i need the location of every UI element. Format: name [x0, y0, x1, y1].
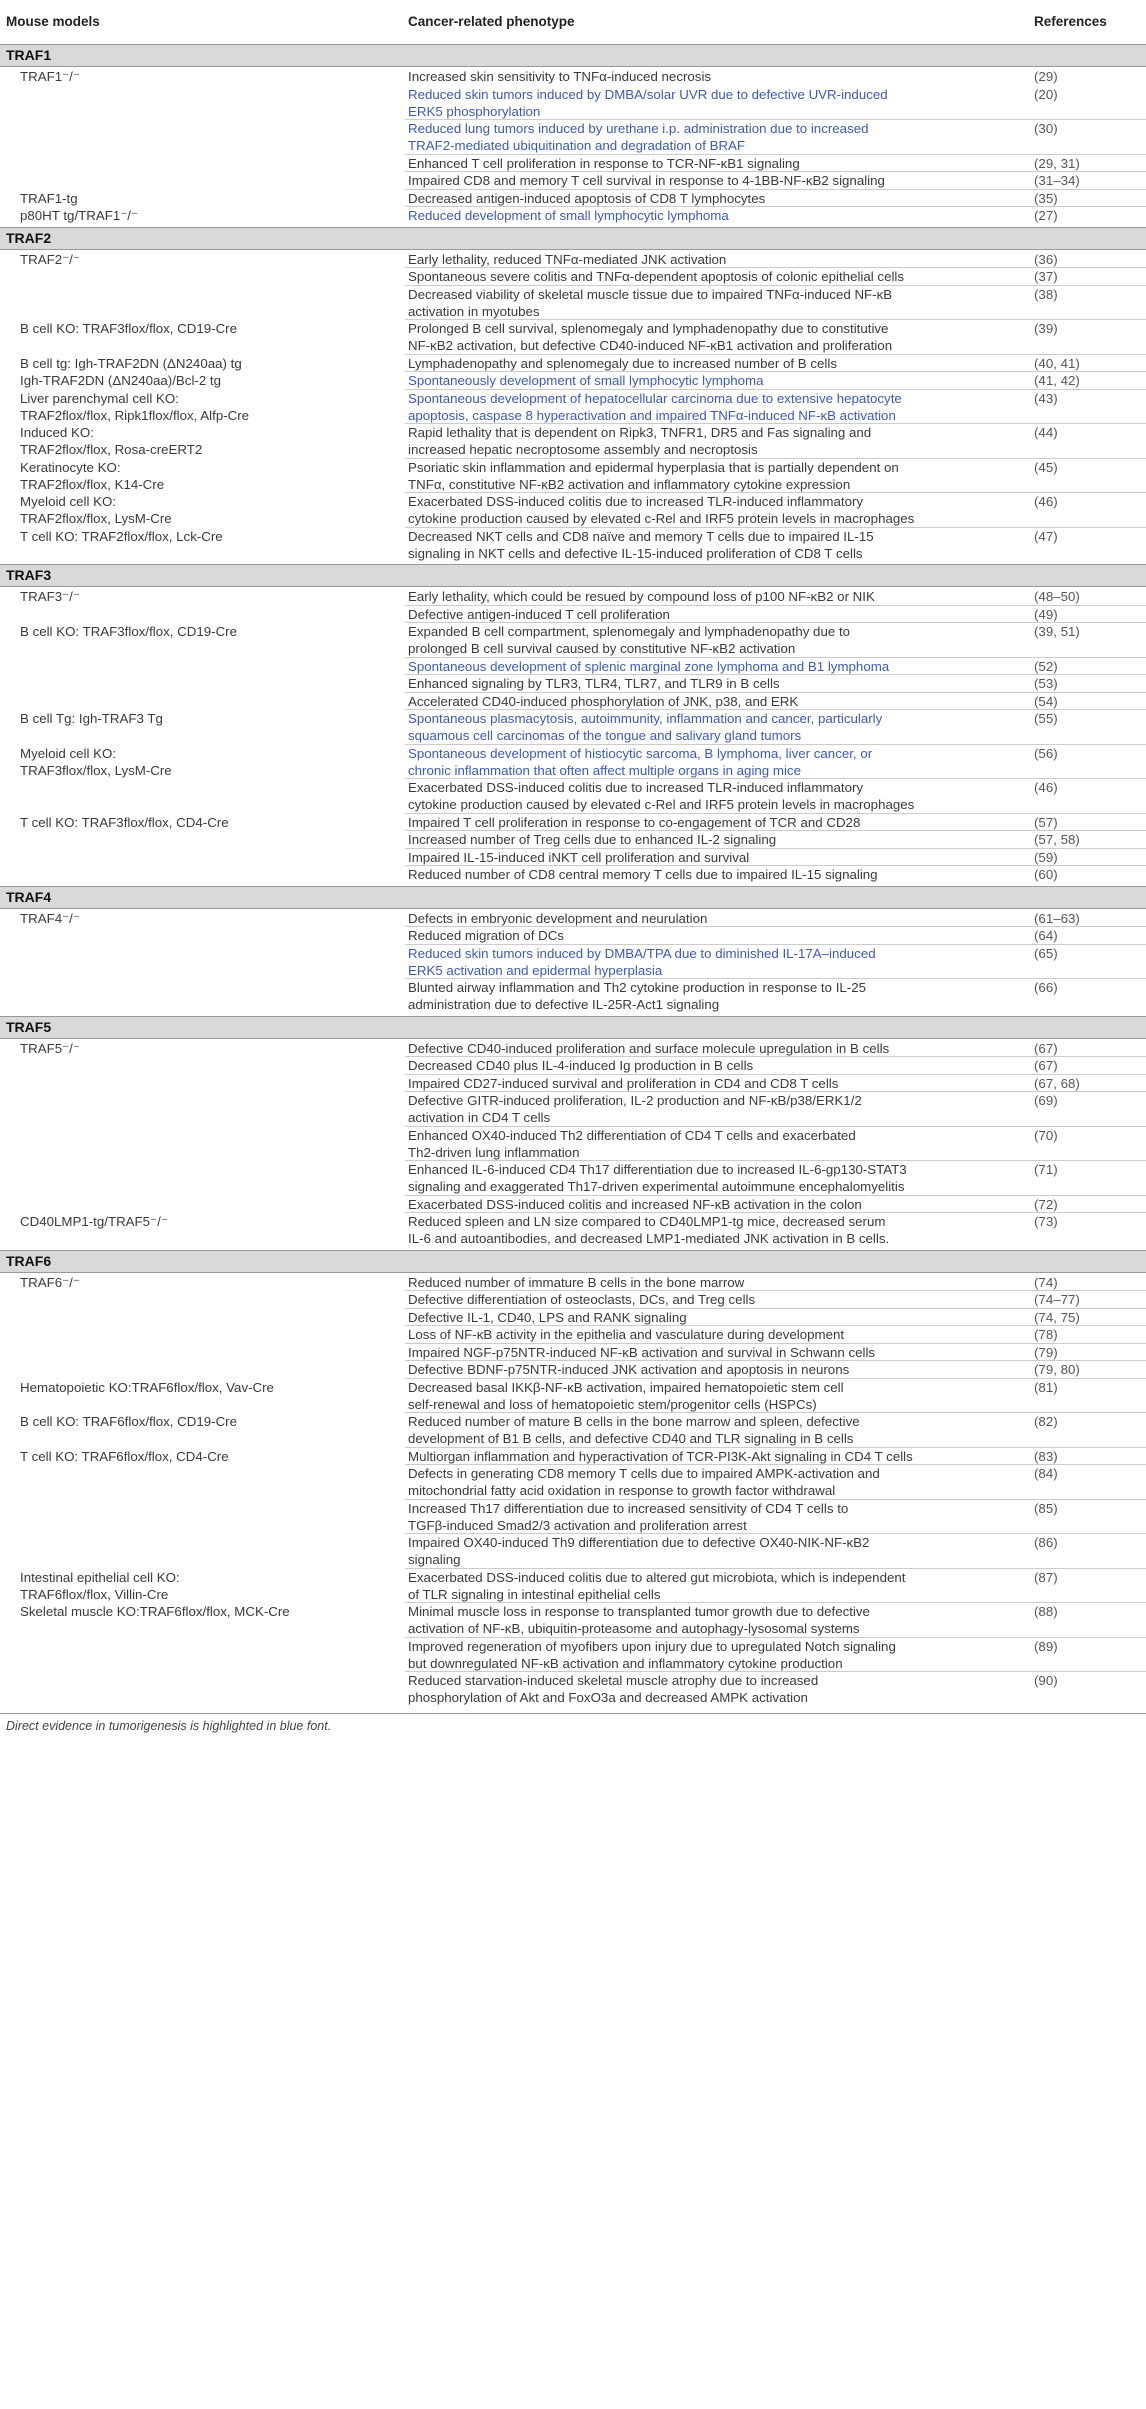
phenotype-line: Impaired CD27-induced survival and proliferation in CD4 and CD8 T cells	[408, 1075, 839, 1091]
reference: (31–34)	[1034, 173, 1080, 188]
phenotype-line: ERK5 phosphorylation	[408, 103, 541, 119]
reference: (57, 58)	[1034, 832, 1080, 847]
group-header-traf2	[0, 227, 1146, 250]
reference: (54)	[1034, 693, 1058, 709]
reference: (57)	[1034, 814, 1058, 830]
reference: (53)	[1034, 676, 1058, 691]
mouse-model: TRAF5⁻/⁻	[20, 1040, 80, 1056]
reference: (86)	[1034, 1535, 1058, 1550]
phenotype-line: signaling	[408, 1552, 461, 1567]
phenotype-line: Th2-driven lung inflammation	[408, 1144, 580, 1160]
phenotype-line: but downregulated NF-κB activation and inflammatory cytokine production	[408, 1655, 843, 1671]
reference: (89)	[1034, 1638, 1058, 1654]
phenotype-line: Early lethality, which could be resued by compound loss of p100 NF-κB2 or NIK	[408, 589, 875, 604]
phenotype-line: Improved regeneration of myofibers upon injury due to upregulated Notch signaling	[408, 1638, 896, 1654]
phenotype-line: activation in myotubes	[408, 303, 540, 319]
mouse-model: TRAF6⁻/⁻	[20, 1274, 80, 1290]
reference: (36)	[1034, 251, 1058, 267]
phenotype-line: Increased Th17 differentiation due to increased sensitivity of CD4 T cells to	[408, 1500, 849, 1516]
mouse-model: T cell KO: TRAF6flox/flox, CD4-Cre	[20, 1448, 229, 1464]
reference: (60)	[1034, 867, 1058, 882]
phenotype-line: administration due to defective IL-25R-Act1 signaling	[408, 997, 720, 1012]
reference: (55)	[1034, 711, 1058, 726]
phenotype-line: Spontaneous severe colitis and TNFα-dependent apoptosis of colonic epithelial cells	[408, 269, 905, 284]
group-label: TRAF4	[6, 888, 52, 905]
phenotype-line: self-renewal and loss of hematopoietic stem/progenitor cells (HSPCs)	[408, 1396, 817, 1412]
phenotype-line: Spontaneous development of splenic marginal zone lymphoma and B1 lymphoma	[408, 658, 890, 674]
phenotype-line: development of B1 B cells, and defective CD40 and TLR signaling in B cells	[408, 1431, 854, 1446]
reference: (40, 41)	[1034, 355, 1080, 371]
reference: (43)	[1034, 390, 1058, 406]
reference: (90)	[1034, 1673, 1058, 1688]
phenotype-line: Enhanced IL-6-induced CD4 Th17 differentiation due to increased IL-6-gp130-STAT3	[408, 1162, 907, 1177]
reference: (82)	[1034, 1414, 1058, 1429]
reference: (67)	[1034, 1040, 1058, 1056]
phenotype-line: increased hepatic necroptosome assembly and necroptosis	[408, 442, 758, 457]
reference: (47)	[1034, 528, 1058, 544]
phenotype-line: Decreased antigen-induced apoptosis of CD8 T lymphocytes	[408, 190, 766, 206]
phenotype-line: Minimal muscle loss in response to transplanted tumor growth due to defective	[408, 1604, 870, 1619]
reference: (52)	[1034, 658, 1058, 674]
phenotype-line: Reduced skin tumors induced by DMBA/solar UVR due to defective UVR-induced	[408, 86, 888, 102]
phenotype-line: Spontaneous development of hepatocellular carcinoma due to extensive hepatocyte	[408, 390, 902, 406]
phenotype-line: Reduced number of immature B cells in the bone marrow	[408, 1274, 745, 1290]
mouse-model: B cell KO: TRAF3flox/flox, CD19-Cre	[20, 624, 237, 639]
header-mouse-models: Mouse models	[6, 14, 100, 29]
phenotype-line: squamous cell carcinomas of the tongue and salivary gland tumors	[408, 728, 802, 743]
group-label: TRAF2	[6, 229, 52, 246]
reference: (41, 42)	[1034, 373, 1080, 388]
group-label: TRAF3	[6, 567, 52, 583]
phenotype-line: TGFβ-induced Smad2/3 activation and proliferation arrest	[408, 1517, 747, 1533]
group-label: TRAF6	[6, 1252, 52, 1269]
phenotype-line: Spontaneous development of histiocytic sarcoma, B lymphoma, liver cancer, or	[408, 745, 873, 761]
reference: (44)	[1034, 425, 1058, 440]
mouse-model: Keratinocyte KO: TRAF2flox/flox, K14-Cre	[20, 459, 165, 492]
mouse-model: TRAF4⁻/⁻	[20, 910, 80, 926]
reference: (79)	[1034, 1344, 1058, 1360]
phenotype-line: Loss of NF-κB activity in the epithelia and vasculature during development	[408, 1327, 845, 1342]
reference: (66)	[1034, 980, 1058, 995]
reference: (73)	[1034, 1214, 1058, 1229]
phenotype-line: Spontaneous plasmacytosis, autoimmunity, inflammation and cancer, particularly	[408, 711, 883, 726]
phenotype-line: IL-6 and autoantibodies, and decreased LMP1-mediated JNK activation in B cells.	[408, 1231, 890, 1246]
phenotype-line: NF-κB2 activation, but defective CD40-induced NF-κB1 activation and proliferation	[408, 338, 893, 353]
phenotype-line: Enhanced T cell proliferation in response to TCR-NF-κB1 signaling	[408, 155, 800, 171]
mouse-model: B cell Tg: Igh-TRAF3 Tg	[20, 711, 163, 726]
phenotype-line: mitochondrial fatty acid oxidation in response to growth factor withdrawal	[408, 1483, 836, 1498]
reference: (71)	[1034, 1162, 1058, 1177]
reference: (74–77)	[1034, 1292, 1080, 1307]
phenotype-line: chronic inflammation that often affect multiple organs in aging mice	[408, 762, 801, 778]
phenotype-line: Impaired CD8 and memory T cell survival in response to 4-1BB-NF-κB2 signaling	[408, 173, 885, 188]
phenotype-line: Defective IL-1, CD40, LPS and RANK signaling	[408, 1309, 687, 1325]
reference: (84)	[1034, 1466, 1058, 1481]
phenotype-line: Defective BDNF-p75NTR-induced JNK activation and apoptosis in neurons	[408, 1362, 850, 1377]
mouse-model: TRAF3⁻/⁻	[20, 589, 80, 604]
phenotype-line: TRAF2-mediated ubiquitination and degradation of BRAF	[408, 138, 746, 153]
phenotype-line: Decreased CD40 plus IL-4-induced Ig production in B cells	[408, 1058, 754, 1073]
reference: (83)	[1034, 1448, 1058, 1464]
reference: (37)	[1034, 269, 1058, 284]
reference: (79, 80)	[1034, 1362, 1080, 1377]
reference: (38)	[1034, 286, 1058, 302]
phenotype-line: Exacerbated DSS-induced colitis due to increased TLR-induced inflammatory	[408, 494, 864, 509]
mouse-model: Skeletal muscle KO:TRAF6flox/flox, MCK-Cre	[20, 1604, 290, 1619]
reference: (87)	[1034, 1569, 1058, 1585]
reference: (46)	[1034, 780, 1058, 795]
reference: (65)	[1034, 945, 1058, 961]
table-footnote: Direct evidence in tumorigenesis is highlighted in blue font.	[6, 1718, 332, 1733]
group-header-traf3	[0, 564, 1146, 587]
mouse-model: Myeloid cell KO: TRAF3flox/flox, LysM-Cre	[20, 745, 172, 778]
phenotype-line: Decreased viability of skeletal muscle tissue due to impaired TNFα-induced NF-κB	[408, 286, 893, 302]
phenotype-line: of TLR signaling in intestinal epithelial cells	[408, 1586, 661, 1602]
reference: (56)	[1034, 745, 1058, 761]
phenotype-line: activation in CD4 T cells	[408, 1110, 551, 1125]
phenotype-line: Reduced spleen and LN size compared to CD40LMP1-tg mice, decreased serum	[408, 1214, 886, 1229]
reference: (29, 31)	[1034, 155, 1080, 171]
mouse-model: Hematopoietic KO:TRAF6flox/flox, Vav-Cre	[20, 1379, 274, 1395]
phenotype-line: Decreased NKT cells and CD8 naïve and memory T cells due to impaired IL-15	[408, 528, 874, 544]
reference: (69)	[1034, 1093, 1058, 1108]
mouse-model: B cell KO: TRAF3flox/flox, CD19-Cre	[20, 321, 237, 336]
mouse-model: TRAF1-tg	[20, 190, 78, 206]
group-label: TRAF5	[6, 1018, 52, 1035]
reference: (48–50)	[1034, 589, 1080, 604]
mouse-model: Liver parenchymal cell KO: TRAF2flox/flox, Ripk1flox/flox, Alfp-Cre	[20, 390, 250, 423]
reference: (74)	[1034, 1274, 1058, 1290]
phenotype-line: Impaired T cell proliferation in response to co-engagement of TCR and CD28	[408, 814, 861, 830]
phenotype-line: Rapid lethality that is dependent on Ripk3, TNFR1, DR5 and Fas signaling and	[408, 425, 872, 440]
mouse-model: Induced KO: TRAF2flox/flox, Rosa-creERT2	[20, 425, 203, 457]
phenotype-line: Reduced migration of DCs	[408, 928, 564, 943]
phenotype-line: Impaired NGF-p75NTR-induced NF-κB activation and survival in Schwann cells	[408, 1344, 876, 1360]
phenotype-line: Reduced starvation-induced skeletal muscle atrophy due to increased	[408, 1673, 819, 1688]
mouse-model: T cell KO: TRAF2flox/flox, Lck-Cre	[20, 528, 223, 544]
phenotype-line: Reduced skin tumors induced by DMBA/TPA due to diminished IL-17A–induced	[408, 945, 876, 961]
reference: (59)	[1034, 849, 1058, 865]
reference: (46)	[1034, 494, 1058, 509]
phenotype-line: Lymphadenopathy and splenomegaly due to increased number of B cells	[408, 355, 837, 371]
mouse-model: TRAF1⁻/⁻	[20, 69, 80, 84]
reference: (49)	[1034, 606, 1058, 622]
reference: (39)	[1034, 321, 1058, 336]
mouse-model: B cell tg: Igh-TRAF2DN (ΔN240aa) tg	[20, 355, 242, 371]
phenotype-line: Defective CD40-induced proliferation and surface molecule upregulation in B cells	[408, 1040, 890, 1056]
phenotype-line: Exacerbated DSS-induced colitis due to increased TLR-induced inflammatory	[408, 780, 864, 795]
phenotype-line: Decreased basal IKKβ-NF-κB activation, impaired hematopoietic stem cell	[408, 1379, 844, 1395]
header-references: References	[1034, 14, 1107, 29]
phenotype-line: Expanded B cell compartment, splenomegaly and lymphadenopathy due to	[408, 624, 851, 639]
mouse-model: CD40LMP1-tg/TRAF5⁻/⁻	[20, 1214, 168, 1229]
phenotype-line: Reduced development of small lymphocytic lymphoma	[408, 208, 729, 223]
phenotype-line: Increased number of Treg cells due to enhanced IL-2 signaling	[408, 832, 777, 847]
mouse-model: TRAF2⁻/⁻	[20, 251, 80, 267]
phenotype-line: Impaired OX40-induced Th9 differentiation due to defective OX40-NIK-NF-κB2	[408, 1535, 870, 1550]
phenotype-line: Impaired IL-15-induced iNKT cell proliferation and survival	[408, 849, 750, 865]
mouse-model: Myeloid cell KO: TRAF2flox/flox, LysM-Cre	[20, 494, 172, 526]
reference: (29)	[1034, 69, 1058, 84]
reference: (70)	[1034, 1127, 1058, 1143]
phenotype-line: Increased skin sensitivity to TNFα-induced necrosis	[408, 69, 712, 84]
phenotype-line: Reduced number of mature B cells in the bone marrow and spleen, defective	[408, 1414, 860, 1429]
phenotype-line: Defects in embryonic development and neurulation	[408, 910, 708, 926]
phenotype-line: Blunted airway inflammation and Th2 cytokine production in response to IL-25	[408, 980, 867, 995]
reference: (67)	[1034, 1058, 1058, 1073]
phenotype-line: Exacerbated DSS-induced colitis due to altered gut microbiota, which is independent	[408, 1569, 906, 1585]
phenotype-line: Defective antigen-induced T cell proliferation	[408, 606, 670, 622]
reference: (85)	[1034, 1500, 1058, 1516]
phenotype-line: signaling in NKT cells and defective IL-15-induced proliferation of CD8 T cells	[408, 545, 863, 561]
phenotype-line: ERK5 activation and epidermal hyperplasia	[408, 962, 663, 978]
group-header-traf5	[0, 1016, 1146, 1039]
reference: (20)	[1034, 86, 1058, 102]
phenotype-line: Multiorgan inflammation and hyperactivation of TCR-PI3K-Akt signaling in CD4 T cells	[408, 1448, 913, 1464]
phenotype-line: Early lethality, reduced TNFα-mediated JNK activation	[408, 251, 727, 267]
phenotype-line: Exacerbated DSS-induced colitis and increased NF-κB activation in the colon	[408, 1196, 862, 1212]
phenotype-line: Spontaneously development of small lymphocytic lymphoma	[408, 373, 764, 388]
phenotype-line: Defective differentiation of osteoclasts, DCs, and Treg cells	[408, 1292, 756, 1307]
reference: (30)	[1034, 121, 1058, 136]
reference: (72)	[1034, 1196, 1058, 1212]
reference: (88)	[1034, 1604, 1058, 1619]
group-label: TRAF1	[6, 47, 52, 63]
reference: (35)	[1034, 190, 1058, 206]
phenotype-line: phosphorylation of Akt and FoxO3a and decreased AMPK activation	[408, 1690, 808, 1705]
phenotype-line: apoptosis, caspase 8 hyperactivation and impaired TNFα-induced NF-κB activation	[408, 407, 896, 423]
reference: (27)	[1034, 208, 1058, 223]
phenotype-line: Defects in generating CD8 memory T cells due to impaired AMPK-activation and	[408, 1466, 880, 1481]
reference: (39, 51)	[1034, 624, 1080, 639]
table-header	[0, 0, 1146, 45]
reference: (78)	[1034, 1327, 1058, 1342]
mouse-model: Igh-TRAF2DN (ΔN240aa)/Bcl-2 tg	[20, 373, 222, 388]
group-header-traf4	[0, 886, 1146, 909]
phenotype-line: activation of NF-κB, ubiquitin-proteasome and autophagy-lysosomal systems	[408, 1621, 860, 1636]
mouse-model: T cell KO: TRAF3flox/flox, CD4-Cre	[20, 814, 229, 830]
table-bottom-rule	[0, 1713, 1146, 1714]
mouse-model: B cell KO: TRAF6flox/flox, CD19-Cre	[20, 1414, 237, 1429]
reference: (61–63)	[1034, 910, 1080, 926]
phenotype-line: Defective GITR-induced proliferation, IL-2 production and NF-κB/p38/ERK1/2	[408, 1093, 862, 1108]
phenotype-line: TNFα, constitutive NF-κB2 activation and inflammatory cytokine expression	[408, 476, 851, 492]
reference: (81)	[1034, 1379, 1058, 1395]
phenotype-line: cytokine production caused by elevated c-Rel and IRF5 protein levels in macrophages	[408, 797, 915, 812]
reference: (64)	[1034, 928, 1058, 943]
header-phenotype: Cancer-related phenotype	[408, 14, 575, 29]
phenotype-line: prolonged B cell survival caused by constitutive NF-κB2 activation	[408, 641, 796, 656]
mouse-model: Intestinal epithelial cell KO: TRAF6flox/flox, Villin-Cre	[20, 1569, 180, 1602]
phenotype-line: Accelerated CD40-induced phosphorylation of JNK, p38, and ERK	[408, 693, 799, 709]
phenotype-line: Prolonged B cell survival, splenomegaly and lymphadenopathy due to constitutive	[408, 321, 889, 336]
phenotype-line: Psoriatic skin inflammation and epidermal hyperplasia that is partially dependent on	[408, 459, 899, 475]
group-header-traf6	[0, 1250, 1146, 1273]
phenotype-line: Reduced lung tumors induced by urethane i.p. administration due to increased	[408, 121, 869, 136]
phenotype-line: Reduced number of CD8 central memory T cells due to impaired IL-15 signaling	[408, 867, 878, 882]
reference: (74, 75)	[1034, 1309, 1080, 1325]
phenotype-line: Enhanced signaling by TLR3, TLR4, TLR7, and TLR9 in B cells	[408, 676, 780, 691]
group-header-traf1	[0, 44, 1146, 67]
reference: (45)	[1034, 459, 1058, 475]
phenotype-line: signaling and exaggerated Th17-driven experimental autoimmune encephalomyelitis	[408, 1179, 905, 1194]
phenotype-line: Enhanced OX40-induced Th2 differentiation of CD4 T cells and exacerbated	[408, 1127, 856, 1143]
reference: (67, 68)	[1034, 1075, 1080, 1091]
phenotype-line: cytokine production caused by elevated c-Rel and IRF5 protein levels in macrophages	[408, 511, 915, 526]
mouse-model: p80HT tg/TRAF1⁻/⁻	[20, 208, 138, 223]
